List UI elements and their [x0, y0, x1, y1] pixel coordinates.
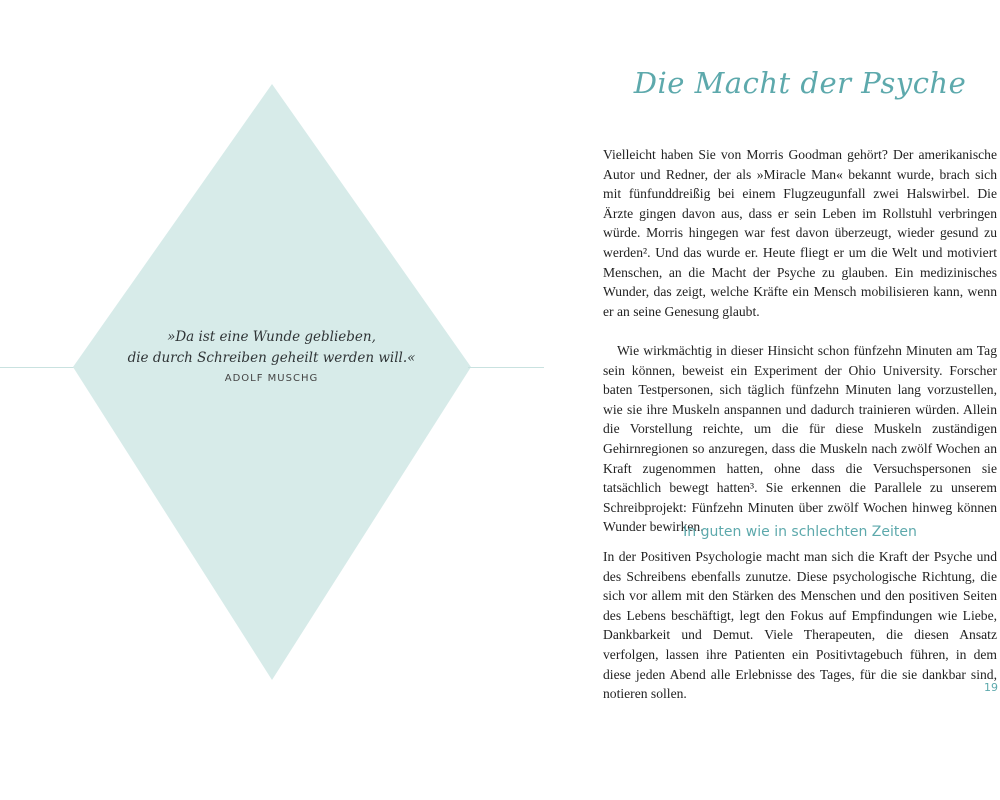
quote-block — [110, 327, 433, 384]
quote-author: ADOLF MUSCHG — [224, 373, 319, 384]
divider-line-right — [468, 367, 544, 368]
section-heading: In guten wie in schlechten Zeiten — [683, 524, 917, 540]
body-paragraph: Vielleicht haben Sie von Morris Goodman gehört? Der amerikanische Autor und Redner, der als »Miracle Man« bekannt wurde, brach sich mit fünfunddreißig bei einem Flugzeugunfall zwei Halswirbel. Die Ärzte gingen davon aus, dass er sein Leben im Rollstuhl verbringen würde. Morris hingegen war fest davon überzeugt, wieder gesund zu werden². Und das wurde er. Heute fliegt er um die Welt und motiviert Menschen, an die Macht der Psyche zu glauben. Ein medizinisches Wunder, das zeigt, welche Kräfte ein Mensch mobilisieren kann, wenn er an seine Genesung glaubt. — [603, 147, 997, 319]
page-title: Die Macht der Psyche — [633, 66, 967, 100]
body-paragraph: In der Positiven Psychologie macht man sich die Kraft der Psyche und des Schreibens ebenfalls zunutze. Diese psychologische Richtung, die sich vor allem mit den Stärken des Menschen und den positiven Seiten des Lebens beschäftigt, legt den Fokus auf Empfindungen wie Liebe, Dankbarkeit und Demut. Viele Therapeuten, die diesen Ansatz verfolgen, lassen ihre Patienten ein Positivtagebuch führen, in dem diese jeden Abend alle Erlebnisse des Tages, für die sie dankbar sind, notieren sollen. — [603, 549, 997, 702]
quote-line: »Da ist eine Wunde geblieben, — [167, 329, 376, 345]
quote-line: die durch Schreiben geheilt werden will.« — [127, 350, 416, 366]
body-paragraph: Wie wirkmächtig in dieser Hinsicht schon fünfzehn Minuten am Tag sein können, beweist ein Experiment der Ohio University. Forscher baten Testpersonen, sich täglich fünfzehn Minuten lang vorzustellen, wie sie ihre Muskeln anspannen und dadurch trainieren würden. Allein die Vorstellung reichte, um die für diese Muskeln zuständigen Gehirnregionen so anzuregen, dass die Muskeln nach zwölf Wochen an Kraft zugenommen hatten, ohne dass die Versuchspersonen sie tatsächlich bewegt hatten³. Sie erkennen die Parallele zu unserem Schreibprojekt: Fünfzehn Minuten über zwölf Wochen hinweg können Wunder bewirken. — [603, 343, 997, 535]
page-number: 19 — [984, 681, 998, 694]
